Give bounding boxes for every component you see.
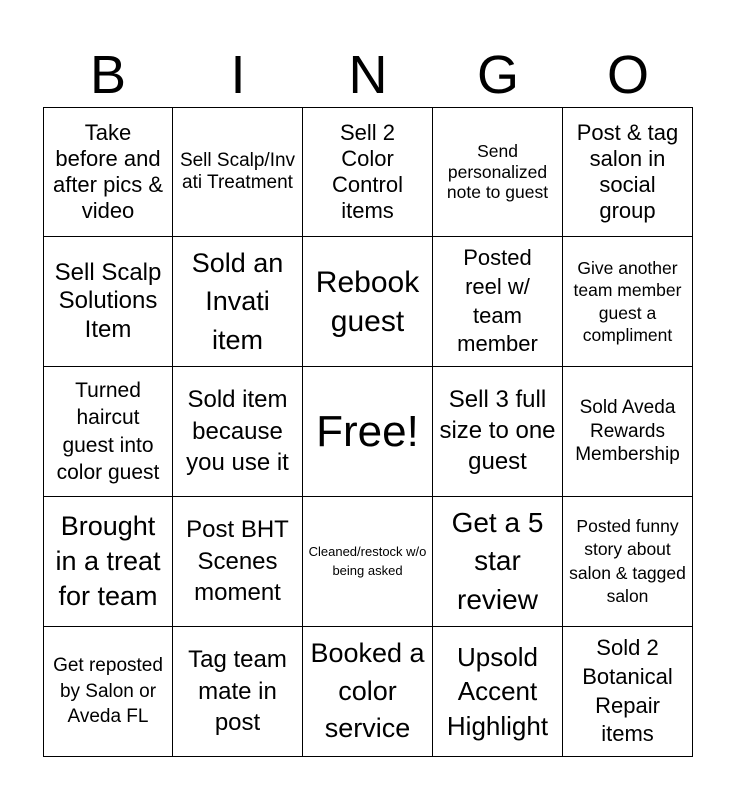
bingo-cell[interactable] <box>433 107 563 237</box>
bingo-cell[interactable] <box>563 237 693 367</box>
cell-text: Posted funny story about salon & tagged salon <box>569 515 686 606</box>
bingo-cell[interactable] <box>173 237 303 367</box>
bingo-cell[interactable] <box>43 627 173 757</box>
bingo-cell[interactable] <box>563 497 693 627</box>
cell-text: Sold 2 Botanical Repair items <box>582 635 673 747</box>
bingo-cell[interactable] <box>43 237 173 367</box>
cell-text: Booked a color service <box>310 637 425 744</box>
bingo-cell[interactable] <box>303 107 433 237</box>
cell-text: Sold Aveda Rewards Membership <box>575 396 680 466</box>
cell-text: Sell 3 full size to one guest <box>439 386 556 475</box>
bingo-cell[interactable] <box>563 107 693 237</box>
bingo-cell[interactable] <box>433 367 563 497</box>
bingo-cell[interactable] <box>43 497 173 627</box>
cell-text: Get a 5 star review <box>451 507 544 615</box>
cell-text: Give another team member guest a compliment <box>573 257 682 345</box>
cell-text: Brought in a treat for team <box>55 510 161 612</box>
bingo-cell[interactable] <box>433 237 563 367</box>
bingo-cell[interactable] <box>303 237 433 367</box>
free-space[interactable] <box>303 367 433 497</box>
cell-text: Take before and after pics & video <box>52 120 164 223</box>
cell-text: Post & tag salon in social group <box>576 120 679 223</box>
bingo-cell[interactable] <box>173 497 303 627</box>
cell-text: Upsold Accent Highlight <box>446 642 549 741</box>
header-letter-b: B <box>89 45 127 105</box>
cell-text: Sell Scalp Solutions Item <box>54 259 162 343</box>
bingo-cell[interactable] <box>43 367 173 497</box>
cell-text: Free! <box>316 406 419 456</box>
cell-text: Turned haircut guest into color guest <box>56 378 160 484</box>
bingo-cell[interactable] <box>433 627 563 757</box>
header-letter-n: N <box>348 45 388 105</box>
cell-text: Sell Scalp/Invati Treatment <box>179 149 296 193</box>
bingo-cell[interactable] <box>173 627 303 757</box>
cell-text: Posted reel w/ team member <box>457 245 538 357</box>
header-letter-g: G <box>476 45 519 105</box>
cell-text: Tag team mate in post <box>188 645 287 737</box>
bingo-cell[interactable] <box>173 367 303 497</box>
cell-text: Sell 2 Color Control items <box>332 120 403 223</box>
bingo-grid <box>43 107 693 757</box>
cell-text: Send personalized note to guest <box>446 141 549 203</box>
cell-text: Get reposted by Salon or Aveda FL <box>53 655 163 728</box>
bingo-cell[interactable] <box>563 367 693 497</box>
cell-text: Post BHT Scenes moment <box>186 515 289 607</box>
cell-text: Sold item because you use it <box>186 385 289 477</box>
bingo-cell[interactable] <box>43 107 173 237</box>
cell-text: Cleaned/restock w/o being asked <box>308 543 427 578</box>
header-letter-o: O <box>606 45 649 105</box>
cell-text: Sold an Invati item <box>191 248 284 355</box>
cell-text: Rebook guest <box>315 265 420 338</box>
bingo-header <box>43 44 693 106</box>
bingo-cell[interactable] <box>433 497 563 627</box>
header-letter-i: I <box>230 45 246 105</box>
bingo-cell[interactable] <box>303 497 433 627</box>
bingo-cell[interactable] <box>303 627 433 757</box>
bingo-cell[interactable] <box>173 107 303 237</box>
bingo-cell[interactable] <box>563 627 693 757</box>
